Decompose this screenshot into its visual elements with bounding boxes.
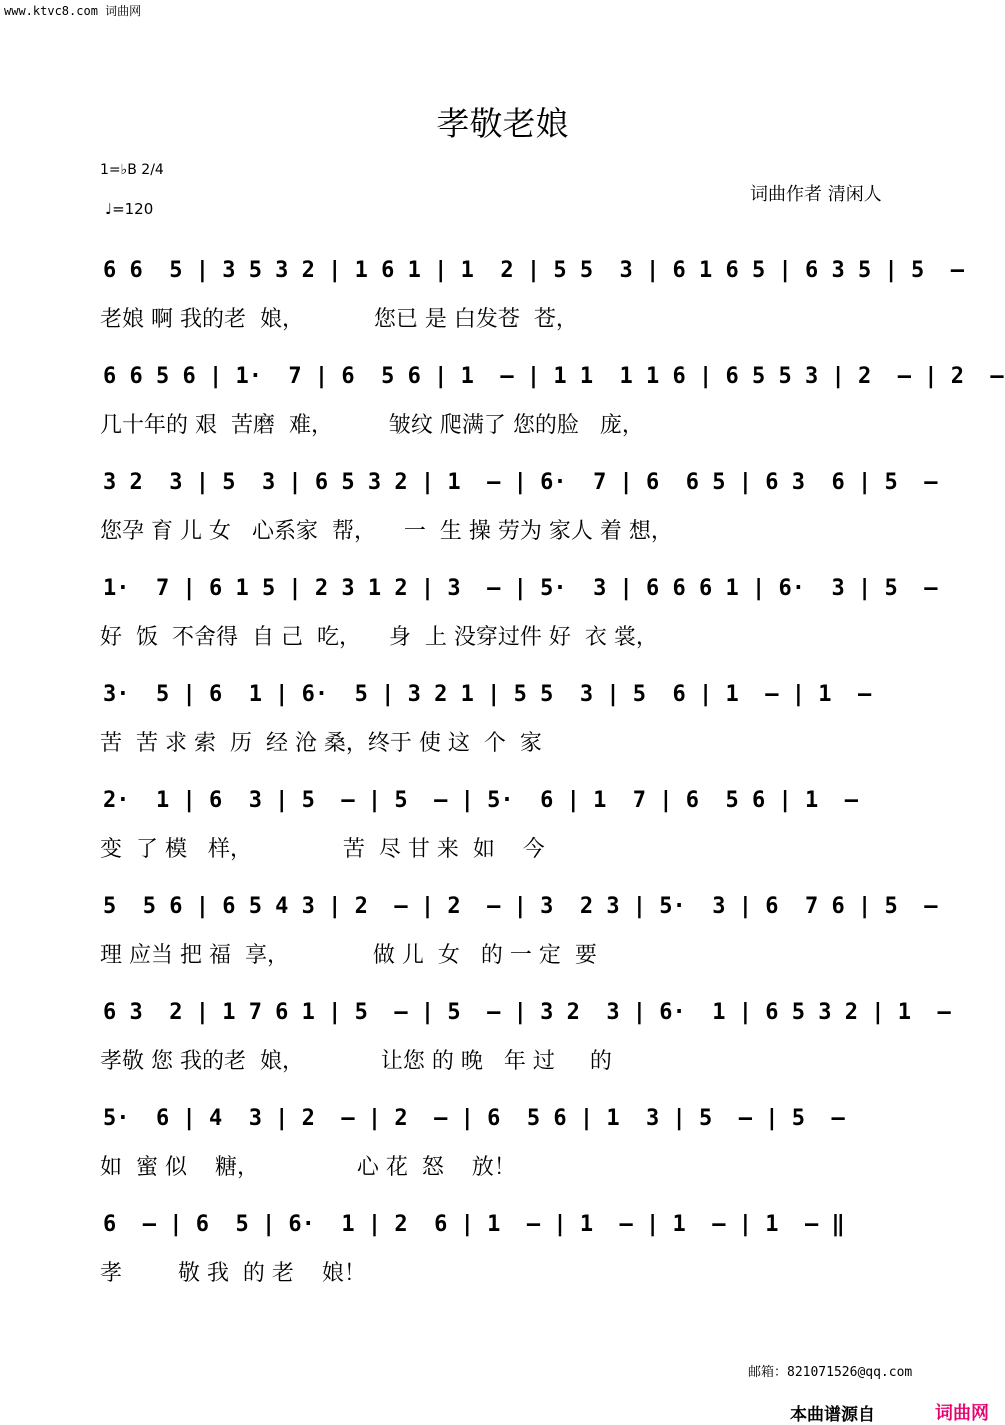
lyrics-row: 几十年的 艰 苦磨 难， 皱纹 爬满了 您的脸 庞， <box>100 413 644 438</box>
notation-row: 1· 7 | 6 1 5 | 2 3 1 2 | 3 – | 5· 3 | 6 6 6 1 | 6· 3 | 5 – <box>103 576 938 601</box>
notation-row: 3· 5 | 6 1 | 6· 5 | 3 2 1 | 5 5 3 | 5 6 | 1 – | 1 – <box>103 682 872 707</box>
lyrics-row: 老娘 啊 我的老 娘， 您已 是 白发苍 苍， <box>100 307 578 332</box>
lyrics-row: 您孕 育 儿 女 心系家 帮， 一 生 操 劳为 家人 着 想， <box>100 519 673 544</box>
footer-logo: 词曲网 <box>935 1403 989 1424</box>
notation-row: 3 2 3 | 5 3 | 6 5 3 2 | 1 – | 6· 7 | 6 6 5 | 6 3 6 | 5 – <box>103 470 938 495</box>
author-credit: 词曲作者 清闲人 <box>750 184 882 205</box>
site-watermark: www.ktvc8.com 词曲网 <box>4 4 142 18</box>
notation-row: 6 – | 6 5 | 6· 1 | 2 6 | 1 – | 1 – | 1 – | 1 – ‖ <box>103 1212 845 1237</box>
lyrics-row: 理 应当 把 福 享， 做 儿 女 的 一 定 要 <box>100 943 597 968</box>
lyrics-row: 苦 苦 求 索 历 经 沧 桑，终于 使 这 个 家 <box>100 731 542 756</box>
footer-source: 本曲谱源自 <box>790 1405 875 1425</box>
notation-row: 6 6 5 6 | 1· 7 | 6 5 6 | 1 – | 1 1 1 1 6 | 6 5 5 3 | 2 – | 2 – <box>103 364 1004 389</box>
footer-email: 邮箱：821071526@qq.com <box>748 1365 913 1380</box>
notation-row: 2· 1 | 6 3 | 5 – | 5 – | 5· 6 | 1 7 | 6 5 6 | 1 – <box>103 788 858 813</box>
lyrics-row: 好 饭 不舍得 自 己 吃， 身 上 没穿过件 好 衣 裳， <box>100 625 658 650</box>
lyrics-row: 孝敬 您 我的老 娘， 让您 的 晚 年 过 的 <box>100 1049 612 1074</box>
notation-row: 6 3 2 | 1 7 6 1 | 5 – | 5 – | 3 2 3 | 6· 1 | 6 5 3 2 | 1 – <box>103 1000 951 1025</box>
notation-row: 5· 6 | 4 3 | 2 – | 2 – | 6 5 6 | 1 3 | 5 – | 5 – <box>103 1106 845 1131</box>
tempo-mark: ♩=120 <box>105 200 154 218</box>
page-title: 孝敬老娘 <box>436 104 569 143</box>
lyrics-row: 孝 敬 我 的 老 娘！ <box>100 1261 366 1286</box>
notation-row: 6 6 5 | 3 5 3 2 | 1 6 1 | 1 2 | 5 5 3 | 6 1 6 5 | 6 3 5 | 5 – <box>103 258 964 283</box>
lyrics-row: 变 了 模 样， 苦 尽 甘 来 如 今 <box>100 837 545 862</box>
key-signature: 1=♭B 2/4 <box>100 162 164 178</box>
lyrics-row: 如 蜜 似 糖， 心 花 怒 放！ <box>100 1155 516 1180</box>
notation-row: 5 5 6 | 6 5 4 3 | 2 – | 2 – | 3 2 3 | 5· 3 | 6 7 6 | 5 – <box>103 894 938 919</box>
